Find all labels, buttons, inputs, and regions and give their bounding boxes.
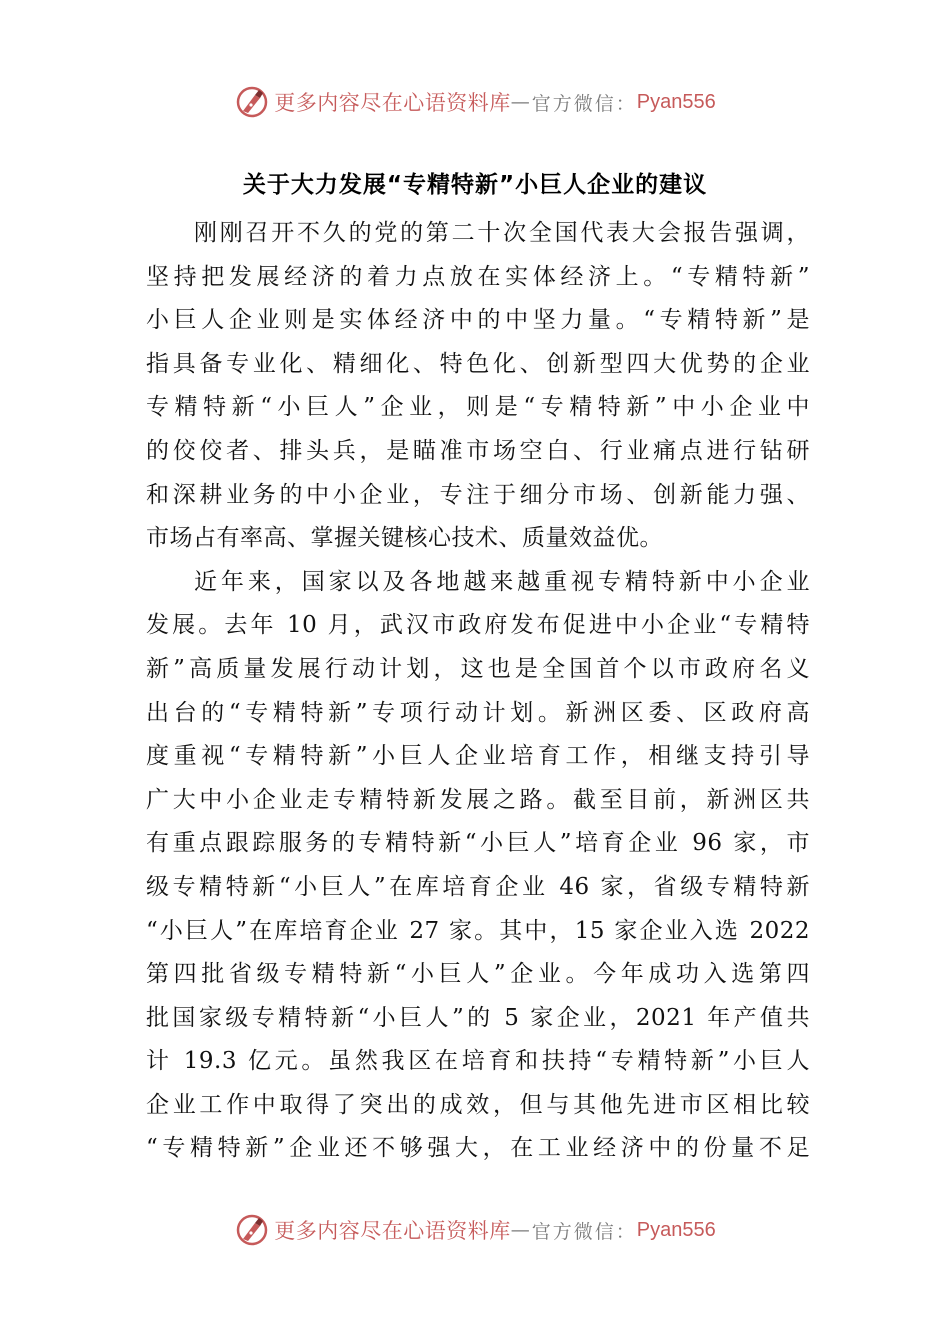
footer-watermark: [0, 1208, 950, 1252]
header-watermark: [0, 80, 950, 124]
body-line: 和深耕业务的中小企业，专注于细分市场、创新能力强、: [146, 481, 810, 508]
watermark-prefix: 更多内容尽在心语资料库: [274, 1219, 511, 1243]
body-line: 指具备专业化、精细化、特色化、创新型四大优势的企业: [146, 350, 810, 377]
watermark-official-label: 官方微信：: [531, 1220, 637, 1243]
document-title: 关于大力发展“专精特新”小巨人企业的建议: [242, 172, 708, 198]
body-line: 企业工作中取得了突出的成效，但与其他先进市区相比较: [146, 1091, 810, 1118]
watermark-dash: —: [510, 91, 532, 113]
body-line: “小巨人”在库培育企业 27 家。其中，15 家企业入选 2022: [146, 917, 810, 944]
watermark-dash: —: [510, 1219, 532, 1241]
body-line: 市场占有率高、掌握关键核心技术、质量效益优。: [146, 525, 663, 552]
body-line: 专精特新“小巨人”企业，则是“专精特新”中小企业中: [146, 394, 810, 421]
body-line: 广大中小企业走专精特新发展之路。截至目前，新洲区共: [146, 786, 810, 813]
body-line: “专精特新”企业还不够强大，在工业经济中的份量不足: [146, 1135, 810, 1162]
body-line: 的佼佼者、排头兵，是瞄准市场空白、行业痛点进行钻研: [146, 437, 810, 464]
watermark-account-id: Pyan556: [636, 1218, 716, 1241]
body-line: 小巨人企业则是实体经济中的中坚力量。“专精特新”是: [146, 307, 810, 334]
body-line: 出台的“专精特新”专项行动计划。新洲区委、区政府高: [146, 699, 810, 726]
body-line: 新”高质量发展行动计划，这也是全国首个以市政府名义: [146, 655, 810, 682]
body-line: 刚刚召开不久的党的第二十次全国代表大会报告强调，: [194, 220, 810, 246]
body-line: 第四批省级专精特新“小巨人”企业。今年成功入选第四: [146, 961, 810, 988]
watermark-official-label: 官方微信：: [531, 92, 637, 115]
watermark-account-id: Pyan556: [636, 90, 716, 113]
body-line: 发展。去年 10 月，武汉市政府发布促进中小企业“专精特: [146, 612, 810, 639]
body-line: 近年来，国家以及各地越来越重视专精特新中小企业: [194, 568, 810, 595]
body-line: 批国家级专精特新“小巨人”的 5 家企业，2021 年产值共: [146, 1004, 810, 1031]
document-body: [146, 212, 810, 1171]
body-line: 计 19.3 亿元。虽然我区在培育和扶持“专精特新”小巨人: [146, 1048, 810, 1075]
pen-nib-logo-icon: [234, 84, 270, 120]
body-line: 有重点跟踪服务的专精特新“小巨人”培育企业 96 家，市: [146, 830, 810, 857]
body-line: 级专精特新“小巨人”在库培育企业 46 家，省级专精特新: [146, 873, 810, 900]
pen-nib-logo-icon: [234, 1212, 270, 1248]
body-line: 坚持把发展经济的着力点放在实体经济上。“专精特新”: [146, 263, 810, 290]
body-line: 度重视“专精特新”小巨人企业培育工作，相继支持引导: [146, 743, 810, 770]
watermark-prefix: 更多内容尽在心语资料库: [274, 91, 511, 115]
